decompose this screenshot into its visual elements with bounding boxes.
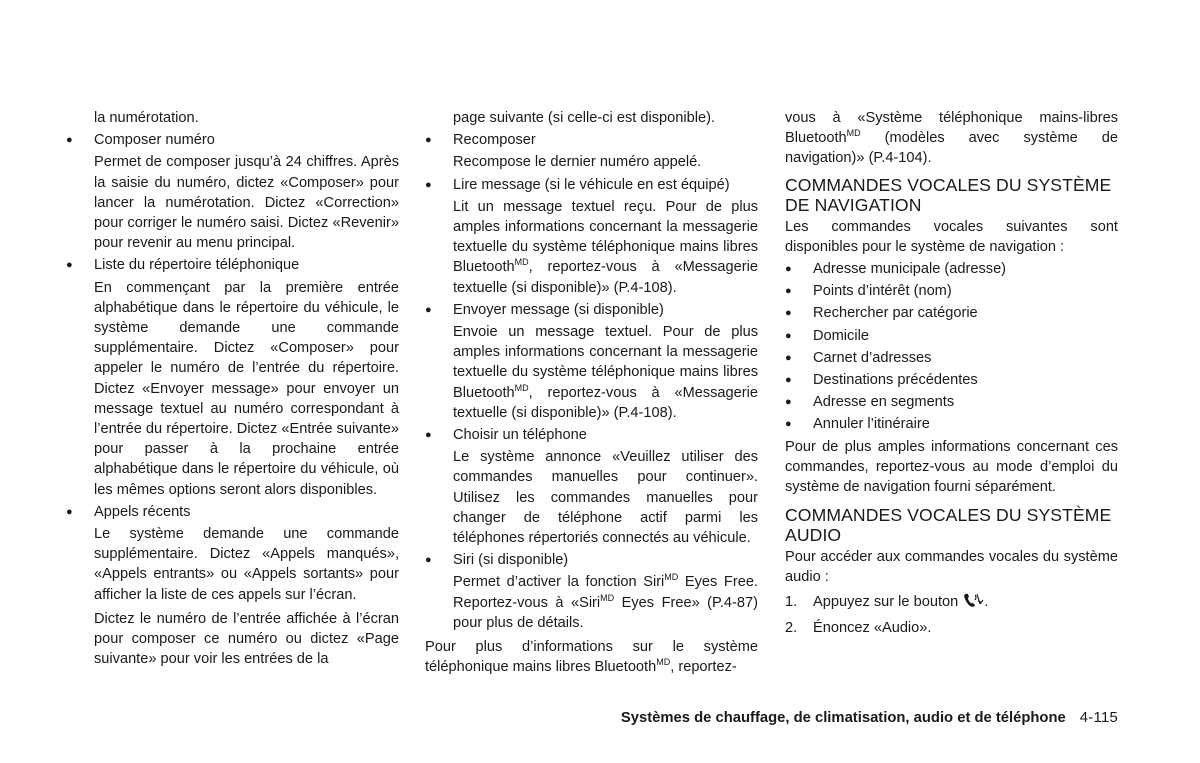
text: Appuyez sur le bouton	[813, 593, 959, 610]
text: , reportez-	[670, 659, 737, 676]
item-label: Points d’intérêt (nom)	[813, 283, 952, 300]
continued-text: la numérotation.	[94, 110, 199, 126]
item-label: Domicile	[813, 327, 869, 344]
bullet-icon: ●	[425, 134, 432, 147]
text: Pour plus d’informations sur le système téléphonique mains libres Bluetooth	[425, 639, 758, 676]
item-description: Dictez le numéro de l’entrée affichée à l’écran pour composer ce numéro ou dictez «Page suivante» pour voir les entrées de la	[94, 610, 399, 668]
item-label: Liste du répertoire téléphonique	[94, 257, 300, 274]
list-item-appels-recents	[66, 502, 399, 522]
step-text	[785, 592, 1118, 614]
list-item-liste-repertoire	[66, 255, 399, 275]
text: Lit un message textuel reçu. Pour de plus amples informations concernant la messagerie textuelle du système téléphonique mains libres Bluetooth	[453, 198, 758, 276]
column-1	[66, 108, 399, 669]
bullet-icon: ●	[785, 263, 792, 276]
md-mark: MD	[846, 128, 861, 139]
text: Eyes Free» (P.4-87) pour plus de détails.	[453, 594, 758, 631]
item-label: Destinations précédentes	[813, 372, 978, 389]
list-item	[785, 326, 1118, 346]
text: , reportez-vous à «Messagerie textuelle (si disponible)» (P.4-108).	[453, 259, 758, 296]
bullet-icon: ●	[785, 418, 792, 431]
item-label: Annuler l’itinéraire	[813, 416, 930, 433]
md-mark: MD	[514, 382, 529, 393]
md-mark: MD	[656, 657, 671, 668]
phone-voice-button-icon	[962, 592, 984, 614]
column-2	[425, 108, 758, 677]
item-label: Rechercher par catégorie	[813, 305, 978, 322]
list-item	[785, 414, 1118, 434]
paragraph	[425, 637, 758, 677]
step-1	[785, 592, 1118, 614]
list-item	[785, 303, 1118, 323]
step-number: 1.	[785, 593, 798, 610]
list-item-composer-numero	[66, 130, 399, 150]
md-mark: MD	[600, 592, 615, 603]
paragraph: Pour de plus amples informations concernant ces commandes, reportez-vous au mode d’emploi du système de navigation fourni séparément.	[785, 438, 1118, 496]
section-intro: Les commandes vocales suivantes sont disponibles pour le système de navigation :	[785, 218, 1118, 255]
md-mark: MD	[514, 257, 529, 268]
bullet-icon: ●	[785, 285, 792, 298]
list-item-siri	[425, 550, 758, 570]
item-description: Recompose le dernier numéro appelé.	[453, 154, 702, 171]
item-description	[425, 572, 758, 633]
item-label: Carnet d’adresses	[813, 349, 932, 366]
bullet-icon: ●	[66, 134, 73, 147]
bullet-icon: ●	[785, 351, 792, 364]
list-item	[785, 259, 1118, 279]
item-label: Lire message (si le véhicule en est équipé)	[453, 176, 730, 193]
footer-chapter-title: Systèmes de chauffage, de climatisation, audio et de téléphone	[620, 710, 1066, 726]
list-item-lire-message	[425, 175, 758, 195]
bullet-icon: ●	[785, 396, 792, 409]
text: Envoie un message textuel. Pour de plus amples informations concernant la messagerie textuelle du système téléphonique mains libres Bluetooth	[453, 324, 758, 401]
text: , reportez-vous à «Messagerie textuelle (si disponible)» (P.4-108).	[453, 384, 758, 421]
section-heading-audio: COMMANDES VOCALES DU SYSTÈME AUDIO	[785, 505, 1112, 546]
text: (modèles avec système de navigation)» (P.4-104).	[785, 130, 1118, 167]
item-label: Envoyer message (si disponible)	[453, 301, 664, 318]
list-item-choisir-telephone	[425, 425, 758, 445]
bullet-icon: ●	[785, 374, 792, 387]
section-heading-navigation: COMMANDES VOCALES DU SYSTÈME DE NAVIGATION	[785, 174, 1112, 215]
continued-text	[785, 108, 1118, 169]
item-description: Le système annonce «Veuillez utiliser des commandes manuelles pour continuer». Utilisez les commandes manuelles pour changer de téléphone actif parmi les téléphones répertoriés connectés au véhicule.	[453, 449, 758, 547]
item-description: Permet de composer jusqu’à 24 chiffres. Après la saisie du numéro, dictez «Composer» pour lancer la numérotation. Dictez «Correction» pour corriger le numéro saisi. Dictez «Revenir» pour revenir au menu principal.	[94, 154, 399, 252]
bullet-icon: ●	[425, 178, 432, 191]
list-item	[785, 370, 1118, 390]
item-label: Choisir un téléphone	[453, 427, 587, 444]
nav-command-list	[785, 259, 1118, 435]
list-item	[785, 348, 1118, 368]
item-label: Appels récents	[94, 503, 191, 520]
bullet-icon: ●	[66, 259, 73, 272]
page-footer	[560, 710, 1118, 726]
column-3	[785, 108, 1118, 638]
step-text: Énoncez «Audio».	[813, 619, 932, 636]
page-number: 4-115	[1079, 710, 1118, 726]
bullet-icon: ●	[66, 505, 73, 518]
bullet-icon: ●	[425, 429, 432, 442]
list-item	[785, 281, 1118, 301]
item-label: Adresse en segments	[813, 394, 955, 411]
item-description: Le système demande une commande supplémentaire. Dictez «Appels manqués», «Appels entrants» ou «Appels sortants» pour afficher la liste de ces appels sur l’écran.	[94, 526, 399, 603]
text: Eyes Free. Reportez-vous à «Siri	[453, 574, 758, 611]
bullet-icon: ●	[425, 303, 432, 316]
item-description: En commençant par la première entrée alphabétique dans le répertoire du véhicule, le système demande une commande supplémentaire. Dictez «Composer» pour appeler le numéro de l’entrée du répertoire. Dictez «Envoyer message» pour envoyer un message textuel au numéro correspondant à l’entrée du répertoire. Dictez «Entrée suivante» pour passer à la prochaine entrée alphabétique dans le répertoire du véhicule, où les mêmes options seront alors disponibles.	[94, 279, 400, 498]
bullet-icon: ●	[785, 307, 792, 320]
list-item-recomposer	[425, 130, 758, 150]
bullet-icon: ●	[425, 554, 432, 567]
bullet-icon: ●	[785, 329, 792, 342]
item-label: Composer numéro	[94, 132, 215, 149]
item-description	[425, 197, 758, 298]
step-2	[785, 618, 1118, 638]
step-number: 2.	[785, 619, 798, 636]
continued-text: page suivante (si celle-ci est disponible).	[453, 110, 716, 126]
section-intro: Pour accéder aux commandes vocales du système audio :	[785, 549, 1118, 586]
text: Permet d’activer la fonction Siri	[453, 574, 665, 591]
list-item-envoyer-message	[425, 300, 758, 320]
text: .	[984, 593, 989, 610]
md-mark: MD	[664, 572, 679, 583]
item-label: Adresse municipale (adresse)	[813, 261, 1007, 278]
item-label: Siri (si disponible)	[453, 552, 569, 569]
list-item	[785, 392, 1118, 412]
item-description	[425, 322, 758, 423]
text: vous à «Système téléphonique mains-libres Bluetooth	[785, 110, 1118, 147]
item-label: Recomposer	[453, 132, 536, 149]
